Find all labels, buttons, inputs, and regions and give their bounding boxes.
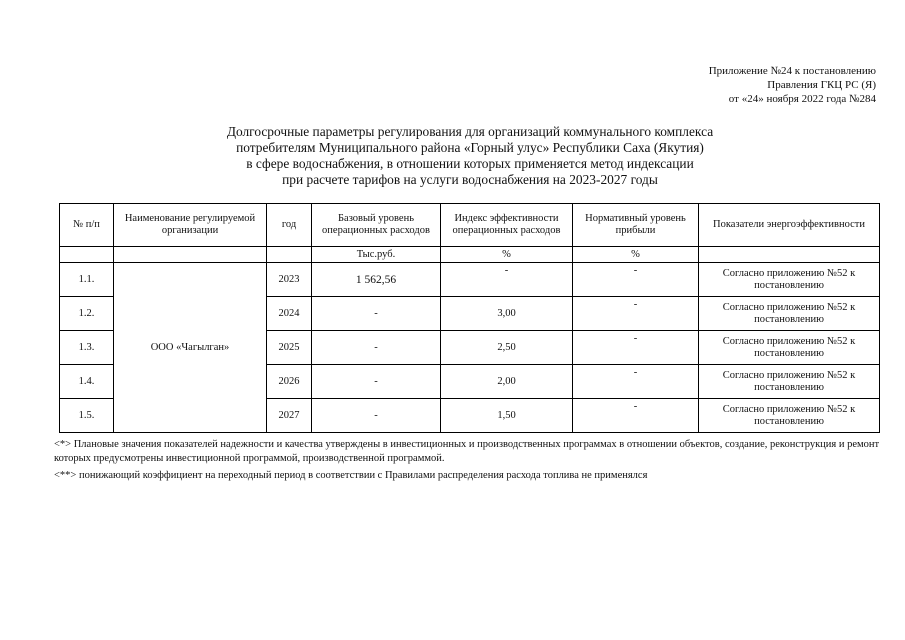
units-profit: % bbox=[573, 247, 699, 263]
row-base: - bbox=[312, 297, 441, 331]
units-empty bbox=[267, 247, 312, 263]
header-profit: Нормативный уровень прибыли bbox=[573, 204, 699, 247]
row-energy: Согласно приложению №52 к постановлению bbox=[699, 297, 880, 331]
row-index: 1,50 bbox=[441, 399, 573, 433]
row-num: 1.4. bbox=[60, 365, 114, 399]
row-base: - bbox=[312, 331, 441, 365]
title-line: в сфере водоснабжения, в отношении которых применяется метод индексации bbox=[246, 156, 694, 171]
footnote-2: <**> понижающий коэффициент на переходный период в соответствии с Правилами распределения расхода топлива не применялся bbox=[54, 470, 648, 481]
units-empty bbox=[60, 247, 114, 263]
row-year: 2027 bbox=[267, 399, 312, 433]
row-num: 1.1. bbox=[60, 263, 114, 297]
header-org: Наименование регулируемой организации bbox=[114, 204, 267, 247]
footnote-1: <*> Плановые значения показателей надежности и качества утверждены в инвестиционных и производственных программах в отношении объектов, создание, реконструкция и ремонт которых предусмотрены инвестиционной программой, производственной программой. bbox=[54, 439, 880, 464]
row-base: - bbox=[312, 399, 441, 433]
row-profit: - bbox=[573, 331, 699, 365]
appendix-line: Правления ГКЦ РС (Я) bbox=[767, 79, 876, 91]
header-row bbox=[60, 204, 880, 247]
row-year: 2026 bbox=[267, 365, 312, 399]
appendix-reference bbox=[709, 64, 876, 106]
row-year: 2025 bbox=[267, 331, 312, 365]
units-empty bbox=[114, 247, 267, 263]
row-energy: Согласно приложению №52 к постановлению bbox=[699, 331, 880, 365]
table-row bbox=[60, 263, 880, 297]
appendix-line: Приложение №24 к постановлению bbox=[708, 65, 876, 77]
header-num: № п/п bbox=[60, 204, 114, 247]
row-index: 3,00 bbox=[441, 297, 573, 331]
header-year: год bbox=[267, 204, 312, 247]
units-row bbox=[60, 247, 880, 263]
row-num: 1.2. bbox=[60, 297, 114, 331]
title-line: Долгосрочные параметры регулирования для организаций коммунального комплекса bbox=[226, 124, 714, 139]
parameters-table bbox=[59, 203, 880, 433]
row-energy: Согласно приложению №52 к постановлению bbox=[699, 399, 880, 433]
row-index: - bbox=[441, 263, 573, 297]
organization-name: ООО «Чагылган» bbox=[114, 263, 267, 433]
row-energy: Согласно приложению №52 к постановлению bbox=[699, 365, 880, 399]
row-base: - bbox=[312, 365, 441, 399]
row-profit: - bbox=[573, 365, 699, 399]
units-index: % bbox=[441, 247, 573, 263]
row-num: 1.3. bbox=[60, 331, 114, 365]
units-base: Тыс.руб. bbox=[312, 247, 441, 263]
row-index: 2,50 bbox=[441, 331, 573, 365]
row-year: 2024 bbox=[267, 297, 312, 331]
row-index: 2,00 bbox=[441, 365, 573, 399]
header-energy: Показатели энергоэффективности bbox=[699, 204, 880, 247]
row-profit: - bbox=[573, 297, 699, 331]
document-title bbox=[120, 124, 820, 188]
row-profit: - bbox=[573, 263, 699, 297]
units-empty bbox=[699, 247, 880, 263]
row-year: 2023 bbox=[267, 263, 312, 297]
title-line: при расчете тарифов на услуги водоснабжения на 2023-2027 годы bbox=[282, 172, 658, 187]
row-num: 1.5. bbox=[60, 399, 114, 433]
title-line: потребителям Муниципального района «Горный улус» Республики Саха (Якутия) bbox=[236, 140, 704, 155]
row-base: 1 562,56 bbox=[312, 263, 441, 297]
row-energy: Согласно приложению №52 к постановлению bbox=[699, 263, 880, 297]
row-profit: - bbox=[573, 399, 699, 433]
appendix-line: от «24» ноября 2022 года №284 bbox=[728, 93, 876, 105]
header-base: Базовый уровень операционных расходов bbox=[312, 204, 441, 247]
header-index: Индекс эффективности операционных расходов bbox=[441, 204, 573, 247]
